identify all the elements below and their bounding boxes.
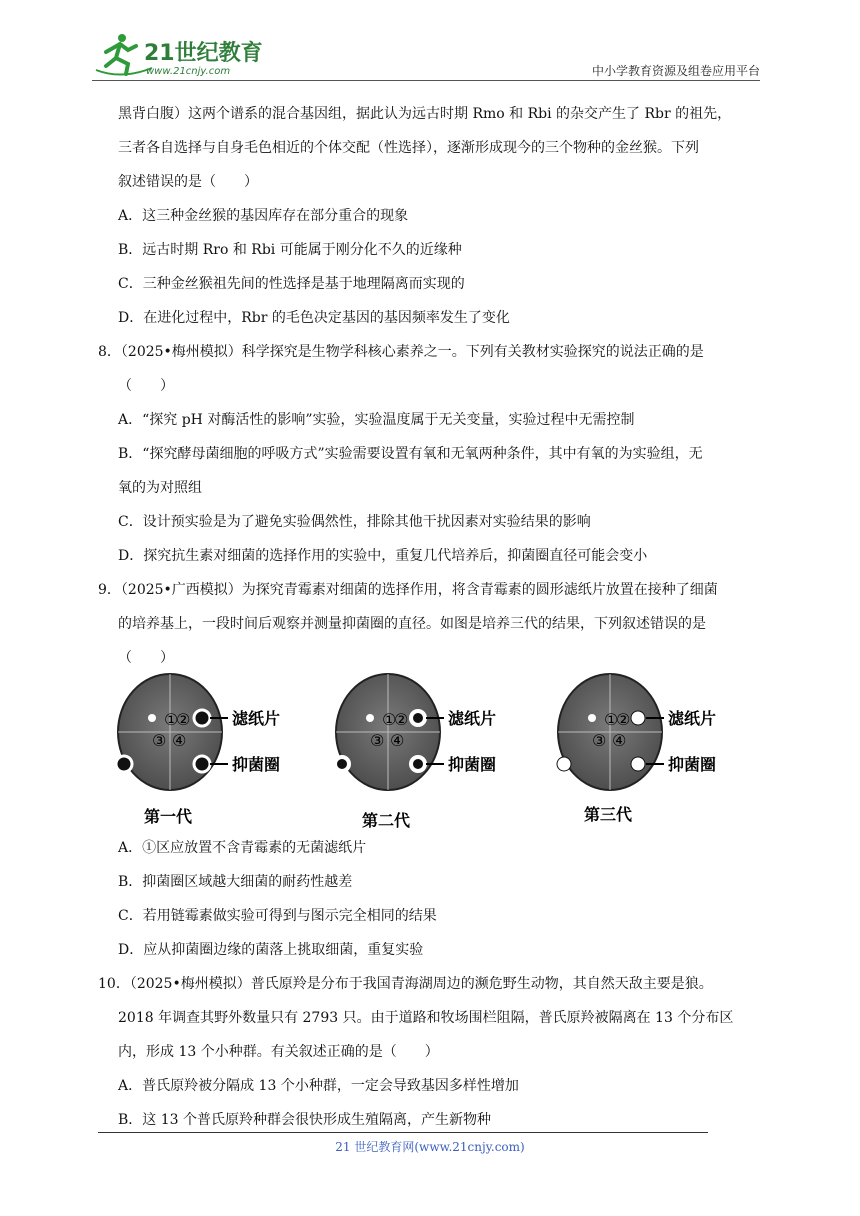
header-divider <box>92 80 760 81</box>
label-inhibition-zone: 抑菌圈 <box>232 755 281 774</box>
text-line: 黑背白腹）这两个谱系的混合基因组，据此认为远古时期 Rmo 和 Rbi 的杂交产生了 Rbr 的祖先， <box>118 106 732 122</box>
question-10: 10．（2025•梅州模拟）普氏原羚是分布于我国青海湖周边的濒危野生动物，其自然天敌主要是狼。 <box>98 976 713 992</box>
footer-link[interactable]: 21 世纪教育网(www.21cnjy.com) <box>335 1140 525 1154</box>
answer-blank: （ ） <box>118 378 174 394</box>
answer-blank: （ ） <box>118 650 174 666</box>
option-b: B．这 13 个普氏原羚种群会很快形成生殖隔离，产生新物种 <box>118 1112 492 1128</box>
quadrant-label: ① <box>382 710 397 729</box>
quadrant-label: ③ <box>592 731 607 750</box>
option-d: D．应从抑菌圈边缘的菌落上挑取细菌，重复实验 <box>118 942 424 958</box>
dish-generation-2 <box>335 674 496 830</box>
text-line: 2018 年调查其野外数量只有 2793 只。由于道路和牧场围栏阻隔，普氏原羚被隔离在 13 个分布区 <box>118 1010 734 1026</box>
quadrant-label: ① <box>604 710 619 729</box>
option-a: A．这三种金丝猴的基因库存在部分重合的现象 <box>118 208 409 224</box>
option-c: C．设计预实验是为了避免实验偶然性，排除其他干扰因素对实验结果的影响 <box>118 514 591 530</box>
logo-url: www.21cnjy.com <box>146 66 231 77</box>
generation-label: 第二代 <box>362 811 411 830</box>
generation-label: 第一代 <box>144 807 193 826</box>
option-b: B．“探究酵母菌细胞的呼吸方式”实验需要设置有氧和无氧两种条件，其中有氧的为实验组，无 <box>118 446 703 462</box>
quadrant-label: ③ <box>370 731 385 750</box>
label-inhibition-zone: 抑菌圈 <box>668 755 717 774</box>
option-a: A．“探究 pH 对酶活性的影响”实验，实验温度属于无关变量，实验过程中无需控制 <box>118 412 635 428</box>
label-filter-disc: 滤纸片 <box>232 709 281 728</box>
question-8: 8．（2025•梅州模拟）科学探究是生物学科核心素养之一。下列有关教材实验探究的说法正确的是 <box>98 344 704 360</box>
logo-text: 21世纪教育 <box>144 41 263 66</box>
site-logo <box>92 30 272 78</box>
text-line: 叙述错误的是（ ） <box>118 174 258 190</box>
quadrant-label: ② <box>394 710 409 729</box>
dish-generation-1 <box>116 674 280 826</box>
question-9: 9．（2025•广西模拟）为探究青霉素对细菌的选择作用，将含青霉素的圆形滤纸片放置在接种了细菌 <box>98 582 718 598</box>
text-line: 内，形成 13 个小种群。有关叙述正确的是（ ） <box>118 1044 439 1060</box>
label-filter-disc: 滤纸片 <box>448 709 497 728</box>
dish-generation-3 <box>557 674 716 824</box>
text-line: 的培养基上，一段时间后观察并测量抑菌圈的直径。如图是培养三代的结果，下列叙述错误的是 <box>118 616 706 632</box>
label-filter-disc: 滤纸片 <box>668 709 717 728</box>
option-a: A．①区应放置不含青霉素的无菌滤纸片 <box>118 840 367 856</box>
quadrant-label: ④ <box>172 731 187 750</box>
quadrant-label: ② <box>176 710 191 729</box>
page-header <box>92 30 760 84</box>
option-d: D．在进化过程中，Rbr 的毛色决定基因的基因频率发生了变化 <box>118 310 510 326</box>
platform-name: 中小学教育资源及组卷应用平台 <box>591 64 760 78</box>
text-line: 三者各自选择与自身毛色相近的个体交配（性选择），逐渐形成现今的三个物种的金丝猴。下列 <box>118 140 699 156</box>
text-line: 氧的为对照组 <box>118 480 202 496</box>
quadrant-label: ④ <box>612 731 627 750</box>
petri-dish-figure <box>110 670 750 830</box>
option-b: B．抑菌圈区域越大细菌的耐药性越差 <box>118 874 353 890</box>
footer-divider <box>98 1132 708 1133</box>
option-b: B．远古时期 Rro 和 Rbi 可能属于刚分化不久的近缘种 <box>118 242 462 258</box>
option-a: A．普氏原羚被分隔成 13 个小种群，一定会导致基因多样性增加 <box>118 1078 519 1094</box>
quadrant-label: ② <box>616 710 631 729</box>
quadrant-label: ① <box>164 710 179 729</box>
option-c: C．若用链霉素做实验可得到与图示完全相同的结果 <box>118 908 437 924</box>
quadrant-label: ④ <box>390 731 405 750</box>
quadrant-label: ③ <box>152 731 167 750</box>
option-d: D．探究抗生素对细菌的选择作用的实验中，重复几代培养后，抑菌圈直径可能会变小 <box>118 548 648 564</box>
option-c: C．三种金丝猴祖先间的性选择是基于地理隔离而实现的 <box>118 276 465 292</box>
generation-label: 第三代 <box>584 805 633 824</box>
label-inhibition-zone: 抑菌圈 <box>448 755 497 774</box>
